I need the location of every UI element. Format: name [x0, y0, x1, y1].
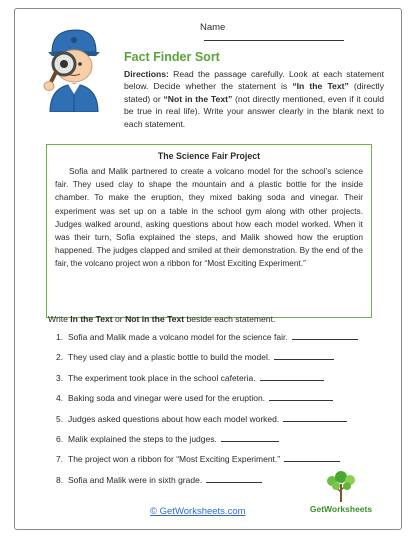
instruction-not-in-text: Not in the Text	[125, 314, 185, 324]
answer-blank[interactable]	[292, 332, 358, 340]
getworksheets-logo	[308, 468, 374, 520]
instruction-suffix: beside each statement.	[184, 314, 276, 324]
directions-paragraph	[124, 68, 384, 130]
statement-item: 5. Judges asked questions about how each model worked.	[56, 413, 358, 433]
statement-item: 8. Sofia and Malik were in sixth grade.	[56, 474, 358, 494]
answer-blank[interactable]	[221, 434, 279, 442]
statement-text: Sofia and Malik were in sixth grade.	[68, 474, 203, 485]
name-label: Name	[200, 22, 226, 33]
name-blank-line[interactable]	[204, 33, 344, 41]
statement-text: Judges asked questions about how each model worked.	[68, 413, 280, 424]
passage-text: Sofia and Malik partnered to create a volcano model for the school’s science fair. They used clay to shape the mountain and a plastic bottle for the inside chamber. To make the eruption, they mixed baking soda and vinegar. Their experiment was set up on a table in the school gym along with other projects. Judges walked around, asking questions about how each model worked. When it was their turn, Sofia explained the steps, and Malik showed how the eruption happened. The judges clapped and smiled at their demonstration. By the end of the fair, the volcano project won a ribbon for “Most Exciting Experiment.”	[55, 166, 363, 269]
answer-blank[interactable]	[274, 352, 334, 360]
statement-item: 6. Malik explained the steps to the judges.	[56, 433, 358, 453]
directions-text-3: (not directly mentioned, even if it could be true in real life). Write your answer clearly in the blank next to each statement.	[124, 93, 384, 129]
statement-text: The experiment took place in the school cafeteria.	[68, 372, 256, 383]
statement-text: Baking soda and vinegar were used for the eruption.	[68, 393, 266, 404]
statement-text: The project won a ribbon for “Most Exciting Experiment.”	[68, 454, 281, 465]
copyright-link[interactable]: © GetWorksheets.com	[150, 506, 246, 517]
statement-item: 3. The experiment took place in the school cafeteria.	[56, 372, 358, 392]
statement-text: Malik explained the steps to the judges.	[68, 433, 217, 444]
detective-mascot-icon	[34, 22, 110, 112]
directions-text-1: Read the passage carefully. Look at each statement below. Decide whether the statement is	[124, 69, 384, 92]
statement-item: 4. Baking soda and vinegar were used for the eruption.	[56, 392, 358, 412]
answer-blank[interactable]	[260, 373, 324, 381]
directions-text-2: (directly stated) or	[124, 81, 384, 104]
answer-blank[interactable]	[269, 393, 333, 401]
answer-blank[interactable]	[284, 454, 340, 462]
statement-item: 2. They used clay and a plastic bottle to build the model.	[56, 351, 358, 371]
directions-in-text: “In the Text”	[292, 81, 349, 92]
answer-blank[interactable]	[283, 414, 347, 422]
svg-text:GetWorksheets: GetWorksheets	[309, 504, 373, 514]
statement-text: They used clay and a plastic bottle to build the model.	[68, 352, 271, 363]
passage-title: The Science Fair Project	[157, 151, 261, 161]
directions-label: Directions:	[124, 69, 169, 79]
statement-item: 1. Sofia and Malik made a volcano model for the science fair.	[56, 331, 358, 351]
statement-item: 7. The project won a ribbon for “Most Exciting Experiment.”	[56, 453, 358, 473]
statement-text: Sofia and Malik made a volcano model for the science fair.	[68, 332, 288, 342]
instruction-middle: or	[112, 314, 126, 324]
reading-passage-box	[46, 144, 372, 318]
answer-blank[interactable]	[206, 475, 262, 483]
directions-not-in-text: “Not in the Text”	[163, 93, 233, 104]
worksheet-title: Fact Finder Sort	[124, 50, 220, 64]
name-field[interactable]	[200, 22, 370, 44]
instruction-in-text: In the Text	[70, 314, 113, 324]
instruction-prefix: Write	[48, 314, 71, 324]
statement-instruction	[48, 314, 275, 324]
